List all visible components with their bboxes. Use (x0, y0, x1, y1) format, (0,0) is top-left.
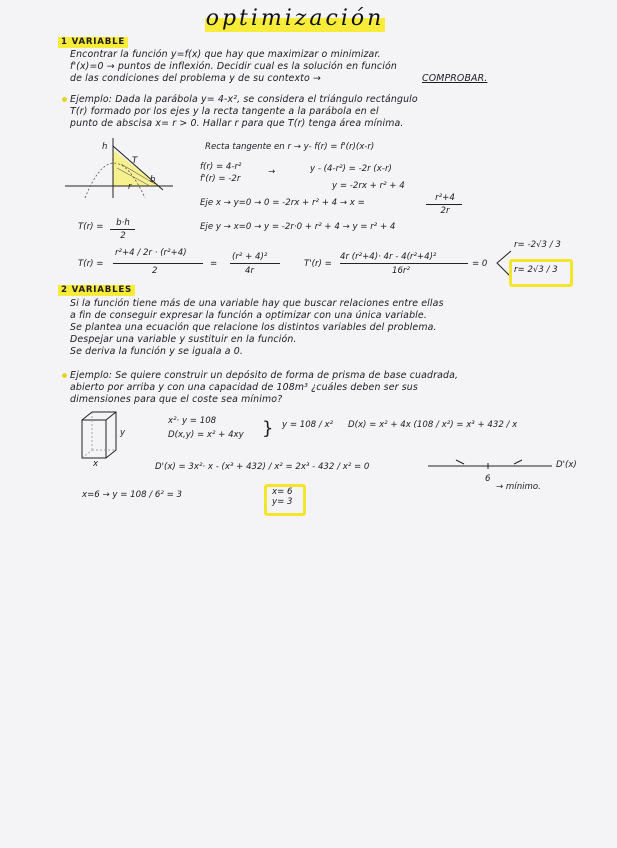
prism-label-x: x (93, 459, 99, 469)
section-heading-2-variables: 2 VARIABLES (58, 285, 135, 296)
prism-diagram (80, 410, 120, 460)
f-prime-r: f'(r) = -2r (200, 174, 241, 184)
tangent-line-label: Recta tangente en r → y- f(r) = f'(r)(x-r) (205, 142, 375, 152)
t-prime-equals-zero: = 0 (472, 259, 488, 269)
t-r-equals: = (210, 259, 218, 269)
t-r-denominator: 2 (152, 266, 158, 276)
x-axis-intercept: Eje x → y=0 → 0 = -2rx + r² + 4 → x = (200, 198, 365, 208)
section1-line-2: f'(x)=0 → puntos de inflexión. Decidir cual es la solución en función (70, 61, 397, 72)
section2-line-3: Se plantea una ecuación que relacione los distintos variables del problema. (70, 322, 437, 333)
fraction-bar (230, 263, 280, 264)
example2-line-1: Ejemplo: Se quiere construir un depósito de forma de prisma de base cuadrada, (70, 370, 459, 381)
fraction-bar (340, 263, 468, 264)
comprobar-label: COMPROBAR. (422, 73, 488, 84)
t-r-simplified-num: (r² + 4)² (232, 252, 268, 262)
answer-x: x= 6 (272, 487, 293, 497)
x-intercept-num: r²+4 (435, 193, 455, 203)
brace-glyph: } (262, 418, 274, 439)
area-den: 2 (120, 231, 126, 241)
example2-line-3: dimensiones para que el coste sea mínimo? (70, 394, 283, 405)
fraction-bar (110, 229, 135, 230)
t-r-numerator: r²+4 / 2r · (r²+4) (115, 248, 187, 258)
section2-line-2: a fin de conseguir expresar la función a optimizar con una única variable. (70, 310, 427, 321)
t-r-simplified-den: 4r (245, 266, 255, 276)
t-prime-left: T'(r) = (304, 259, 332, 269)
solution-negative: r= -2√3 / 3 (514, 240, 561, 250)
diagram-label-h: h (102, 142, 108, 152)
example2-line-2: abierto por arriba y con una capacidad de 108m³ ¿cuáles deben ser sus (70, 382, 418, 393)
example1-line-3: punto de abscisa x= r > 0. Hallar r para que T(r) tenga área mínima. (70, 118, 404, 129)
section-heading-1-variable: 1 VARIABLE (58, 37, 128, 48)
prism-label-y: y (120, 428, 126, 438)
y-expression: y = 108 / x² (282, 420, 334, 430)
y-axis-intercept: Eje y → x=0 → y = -2r·0 + r² + 4 → y = r² + 4 (200, 222, 396, 232)
x-intercept-den: 2r (440, 206, 450, 216)
section2-line-4: Despejar una variable y sustituir en la función. (70, 334, 297, 345)
answer-y: y= 3 (272, 497, 293, 507)
tangent-eq-2: y = -2rx + r² + 4 (332, 181, 405, 191)
section2-line-5: Se deriva la función y se iguala a 0. (70, 346, 244, 357)
bullet-example-1 (62, 97, 67, 102)
cost-function: D(x,y) = x² + 4xy (168, 430, 244, 440)
volume-equation: x²· y = 108 (168, 416, 217, 426)
example1-line-1: Ejemplo: Dada la parábola y= 4-x², se considera el triángulo rectángulo (70, 94, 418, 105)
section2-line-1: Si la función tiene más de una variable hay que buscar relaciones entre ellas (70, 298, 444, 309)
area-num: b·h (116, 218, 130, 228)
example1-line-2: T(r) formado por los ejes y la recta tangente a la parábola en el (70, 106, 379, 117)
diagram-label-t: T (132, 156, 138, 166)
tangent-triangle-diagram (65, 138, 175, 198)
solution-positive: r= 2√3 / 3 (514, 265, 558, 275)
diagram-label-b: b (150, 175, 156, 185)
t-r-left: T(r) = (78, 259, 104, 269)
tangent-eq-1: y - (4-r²) = -2r (x-r) (310, 164, 392, 174)
bullet-example-2 (62, 373, 67, 378)
section1-line-1: Encontrar la función y=f(x) que hay que maximizar o minimizar. (70, 49, 381, 60)
t-prime-numerator: 4r (r²+4)· 4r - 4(r²+4)² (340, 252, 437, 262)
section1-line-3: de las condiciones del problema y de su contexto → (70, 73, 321, 84)
fraction-bar (113, 263, 203, 264)
arrow-glyph: → (268, 167, 276, 177)
sign-chart (428, 458, 558, 478)
d-prime-expression: D'(x) = 3x²· x - (x³ + 432) / x² = 2x³ - 432 / x² = 0 (155, 462, 370, 472)
d-x-expression: D(x) = x² + 4x (108 / x²) = x³ + 432 / x (348, 420, 518, 430)
sign-chart-result: → mínimo. (496, 482, 541, 492)
page-title: optimización (205, 6, 385, 31)
fraction-bar (426, 204, 462, 205)
f-r: f(r) = 4-r² (200, 162, 242, 172)
sign-chart-point: 6 (485, 474, 491, 484)
area-formula: T(r) = (78, 222, 104, 232)
t-prime-denominator: 16r² (392, 266, 410, 276)
diagram-label-r: r (128, 182, 132, 192)
sign-chart-label: D'(x) (556, 460, 577, 470)
final-computation: x=6 → y = 108 / 6² = 3 (82, 490, 182, 500)
